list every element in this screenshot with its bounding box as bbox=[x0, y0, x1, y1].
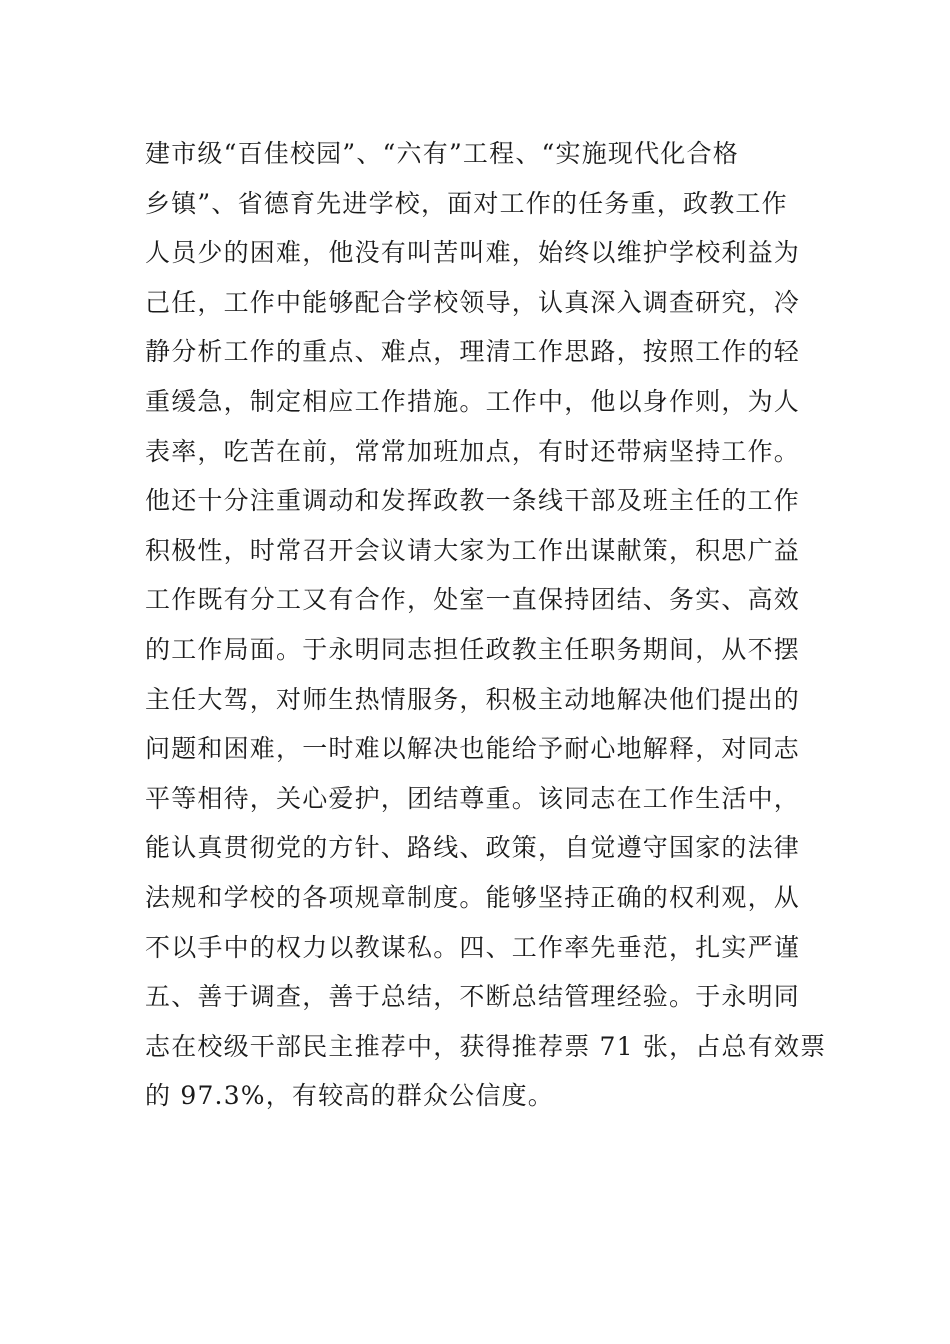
text-line: 的 97.3%，有较高的群众公信度。 bbox=[145, 1081, 554, 1111]
text-line: 法规和学校的各项规章制度。能够坚持正确的权利观，从 bbox=[145, 882, 801, 912]
text-line: 己任，工作中能够配合学校领导，认真深入调查研究，冷 bbox=[145, 287, 801, 317]
text-line: 能认真贯彻党的方针、路线、政策，自觉遵守国家的法律 bbox=[145, 833, 801, 863]
text-line: 志在校级干部民主推荐中，获得推荐票 71 张，占总有效票 bbox=[145, 1031, 827, 1061]
text-line: 表率，吃苦在前，常常加班加点，有时还带病坚持工作。 bbox=[145, 436, 801, 466]
text-line: 五、善于调查，善于总结，不断总结管理经验。于永明同 bbox=[145, 982, 801, 1012]
body-paragraph bbox=[145, 129, 827, 1121]
text-line: 建市级“百佳校园”、“六有”工程、“实施现代化合格 bbox=[145, 139, 739, 168]
text-line: 问题和困难，一时难以解决也能给予耐心地解释，对同志 bbox=[145, 734, 801, 764]
text-line: 重缓急，制定相应工作措施。工作中，他以身作则，为人 bbox=[145, 386, 801, 416]
text-line: 人员少的困难，他没有叫苦叫难，始终以维护学校利益为 bbox=[145, 238, 801, 268]
text-line: 的工作局面。于永明同志担任政教主任职务期间，从不摆 bbox=[145, 634, 801, 664]
text-line: 工作既有分工又有合作，处室一直保持团结、务实、高效 bbox=[145, 585, 801, 615]
text-line: 不以手中的权力以教谋私。四、工作率先垂范，扎实严谨 bbox=[145, 932, 801, 962]
text-line: 静分析工作的重点、难点，理清工作思路，按照工作的轻 bbox=[145, 337, 801, 367]
text-line: 积极性，时常召开会议请大家为工作出谋献策，积思广益 bbox=[145, 535, 801, 565]
text-line: 主任大驾，对师生热情服务，积极主动地解决他们提出的 bbox=[145, 684, 801, 714]
text-line: 平等相待，关心爱护，团结尊重。该同志在工作生活中， bbox=[145, 783, 801, 813]
text-line: 他还十分注重调动和发挥政教一条线干部及班主任的工作 bbox=[145, 486, 801, 516]
text-line: 乡镇”、省德育先进学校，面对工作的任务重，政教工作 bbox=[145, 188, 788, 218]
